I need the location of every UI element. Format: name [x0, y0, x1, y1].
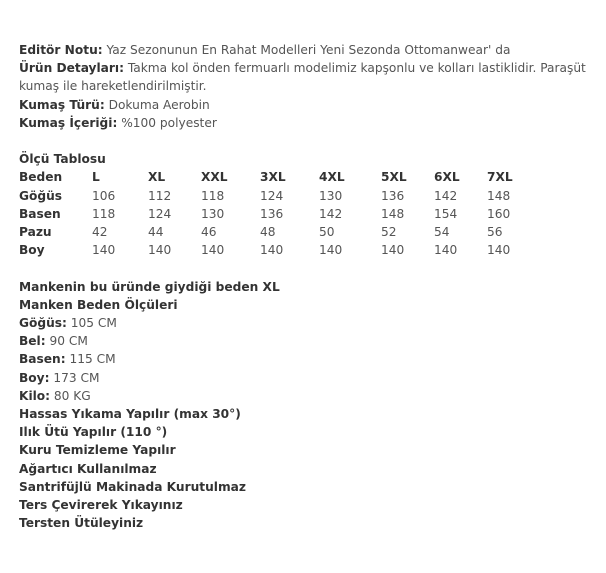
editor-note — [19, 41, 599, 59]
care-instruction: Ters Çevirerek Yıkayınız — [19, 498, 183, 513]
table-cell: 154 — [434, 206, 458, 221]
table-cell: 140 — [319, 243, 343, 258]
table-cell: 140 — [201, 243, 225, 258]
measure-value: 173 CM — [49, 370, 100, 385]
fabric-type — [19, 96, 599, 114]
table-cell: 130 — [319, 188, 343, 203]
table-cell: 56 — [487, 225, 503, 240]
table-cell: 140 — [92, 243, 116, 258]
table-cell: 112 — [148, 188, 172, 203]
model-measure-height — [19, 369, 599, 387]
table-cell: 124 — [148, 206, 172, 221]
care-instruction: Santrifüjlü Makinada Kurutulmaz — [19, 479, 246, 494]
table-cell: 142 — [319, 206, 343, 221]
spacer — [19, 132, 599, 150]
table-cell: 46 — [201, 225, 217, 240]
care-instruction: Ilık Ütü Yapılır (110 °) — [19, 425, 168, 440]
table-cell: 136 — [260, 206, 284, 221]
table-cell: 136 — [381, 188, 405, 203]
table-cell: 140 — [434, 243, 458, 258]
measure-label: Basen: — [19, 352, 66, 367]
fabric-type-label: Kumaş Türü: — [19, 97, 105, 112]
table-row — [19, 187, 527, 205]
table-cell: 50 — [319, 225, 335, 240]
measure-label: Kilo: — [19, 388, 51, 403]
table-cell: 106 — [92, 188, 116, 203]
model-measure-weight — [19, 387, 599, 405]
model-measure-chest — [19, 314, 599, 332]
fabric-content — [19, 114, 599, 132]
header-cell: 4XL — [319, 170, 345, 185]
header-cell: XL — [148, 170, 166, 185]
fabric-content-value: %100 polyester — [117, 115, 217, 130]
size-table — [19, 168, 527, 259]
care-instruction: Tersten Ütüleyiniz — [19, 516, 144, 531]
table-cell: 118 — [201, 188, 225, 203]
table-cell: 140 — [260, 243, 284, 258]
header-cell: 7XL — [487, 170, 513, 185]
measure-value: 90 CM — [45, 334, 88, 349]
table-cell: 124 — [260, 188, 284, 203]
table-cell: 148 — [487, 188, 511, 203]
header-cell: 6XL — [434, 170, 460, 185]
row-label: Boy — [19, 243, 45, 258]
product-description — [19, 41, 599, 532]
measure-value: 80 KG — [50, 388, 91, 403]
row-label: Basen — [19, 206, 61, 221]
table-cell: 42 — [92, 225, 108, 240]
product-details — [19, 59, 599, 95]
table-cell: 140 — [148, 243, 172, 258]
table-cell: 140 — [487, 243, 511, 258]
measure-label: Boy: — [19, 370, 50, 385]
model-measure-waist — [19, 332, 599, 350]
header-cell: XXL — [201, 170, 228, 185]
header-cell: 5XL — [381, 170, 407, 185]
table-cell: 44 — [148, 225, 164, 240]
measure-value: 115 CM — [65, 352, 116, 367]
care-instruction: Ağartıcı Kullanılmaz — [19, 461, 157, 476]
measure-label: Bel: — [19, 334, 46, 349]
model-measure-title: Manken Beden Ölçüleri — [19, 297, 178, 312]
table-cell: 48 — [260, 225, 276, 240]
model-worn-size: Mankenin bu üründe giydiği beden XL — [19, 279, 280, 294]
spacer — [19, 259, 599, 277]
table-cell: 140 — [381, 243, 405, 258]
header-cell: L — [92, 170, 100, 185]
size-table-header — [19, 168, 527, 186]
header-cell: Beden — [19, 170, 63, 185]
table-cell: 148 — [381, 206, 405, 221]
row-label: Göğüs — [19, 188, 63, 203]
fabric-type-value: Dokuma Aerobin — [104, 97, 210, 112]
table-cell: 118 — [92, 206, 116, 221]
table-cell: 52 — [381, 225, 397, 240]
measure-label: Göğüs: — [19, 316, 67, 331]
table-row — [19, 223, 527, 241]
care-instruction: Hassas Yıkama Yapılır (max 30°) — [19, 407, 241, 422]
table-row — [19, 205, 527, 223]
table-cell: 130 — [201, 206, 225, 221]
product-details-label: Ürün Detayları: — [19, 61, 124, 76]
table-cell: 160 — [487, 206, 511, 221]
measure-value: 105 CM — [66, 316, 117, 331]
table-cell: 54 — [434, 225, 450, 240]
model-measure-hip — [19, 350, 599, 368]
table-row — [19, 241, 527, 259]
editor-note-label: Editör Notu: — [19, 43, 103, 57]
care-instruction: Kuru Temizleme Yapılır — [19, 443, 176, 458]
row-label: Pazu — [19, 225, 52, 240]
fabric-content-label: Kumaş İçeriği: — [19, 115, 118, 130]
editor-note-value: Yaz Sezonunun En Rahat Modelleri Yeni Sezonda Ottomanwear' da — [102, 43, 511, 57]
header-cell: 3XL — [260, 170, 286, 185]
product-details-value: Takma kol önden fermuarlı modelimiz kapşonlu ve kolları lastiklidir. Paraşüt kumaş ile hareketlendirilmiştir. — [19, 61, 586, 94]
size-table-title: Ölçü Tablosu — [19, 152, 106, 167]
table-cell: 142 — [434, 188, 458, 203]
